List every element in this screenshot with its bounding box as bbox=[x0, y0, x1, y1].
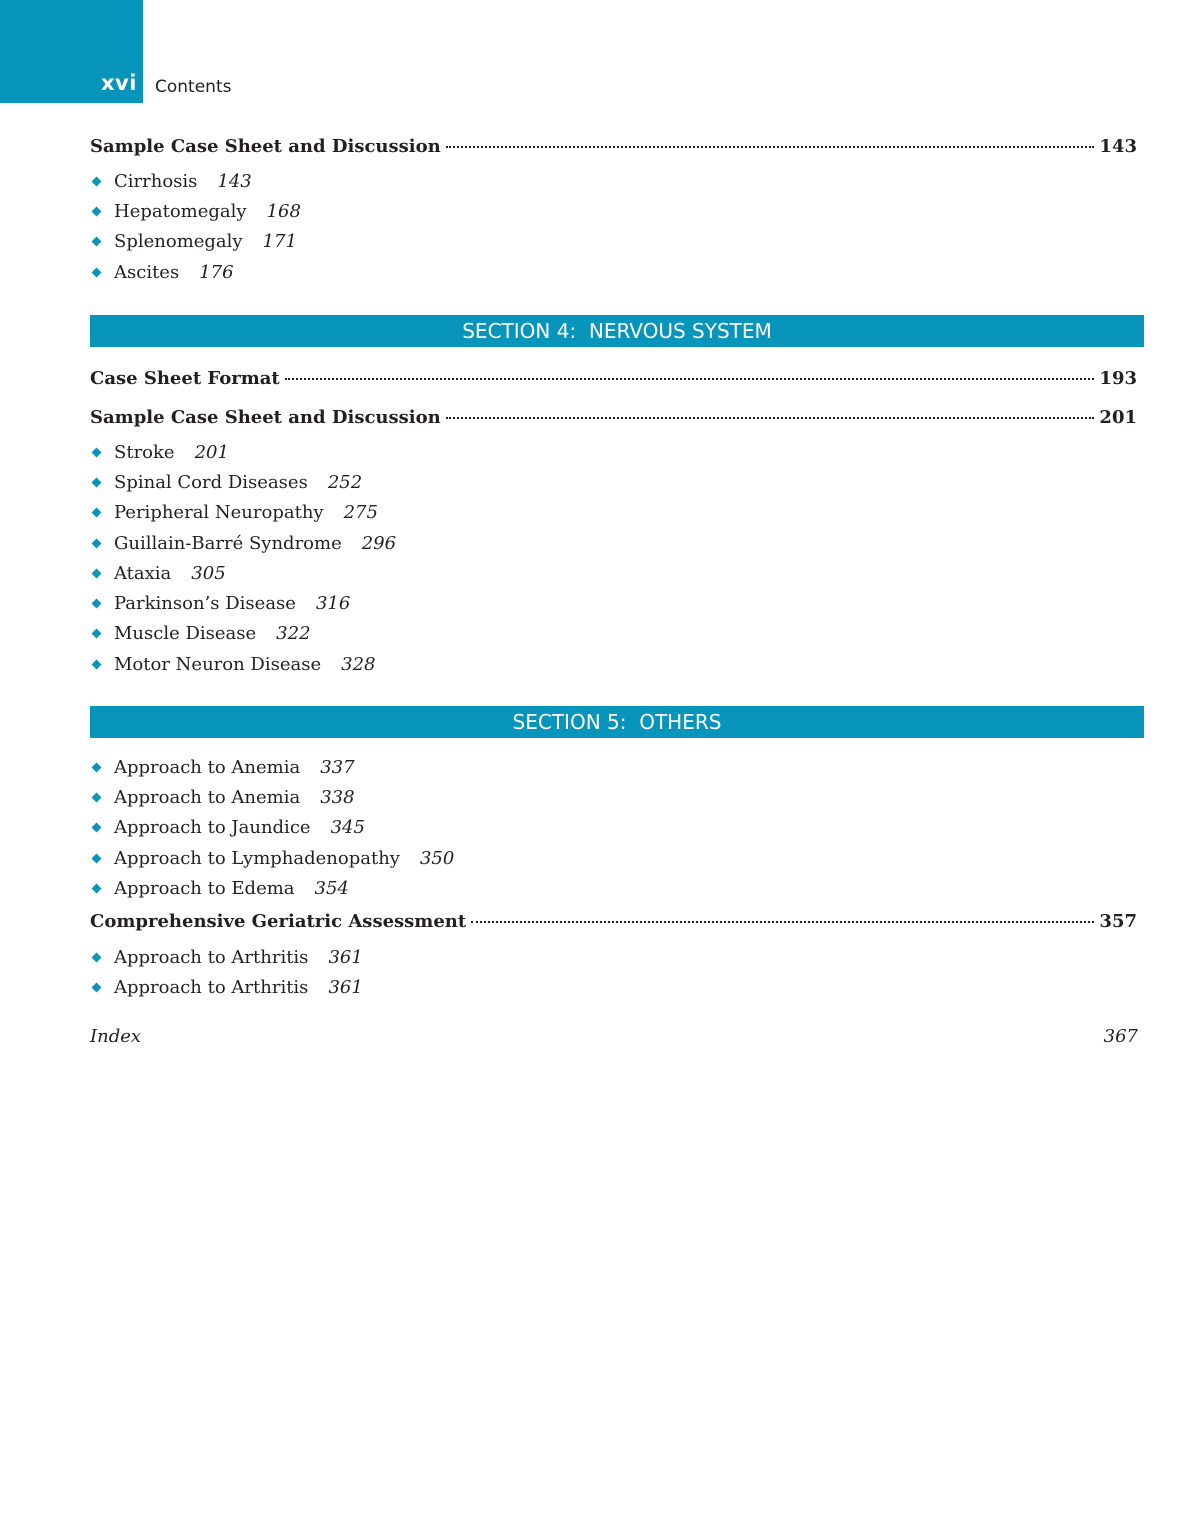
list-item[interactable] bbox=[90, 196, 301, 226]
list-item-label: Approach to Jaundice bbox=[114, 817, 311, 839]
list-item-page: 143 bbox=[217, 170, 252, 192]
list-item-page: 361 bbox=[328, 976, 363, 998]
list-item-page: 296 bbox=[361, 532, 397, 554]
diamond-bullet-icon bbox=[92, 883, 102, 893]
dot-leader bbox=[471, 921, 1094, 923]
toc-entry-sample-case-sheet-2[interactable] bbox=[90, 407, 1137, 431]
list-item-label: Peripheral Neuropathy bbox=[114, 502, 324, 524]
list-item-label: Approach to Anemia bbox=[114, 786, 301, 808]
list-item-label: Approach to Lymphadenopathy bbox=[114, 847, 400, 869]
list-item[interactable] bbox=[90, 227, 301, 257]
list-item-page: 338 bbox=[320, 786, 355, 808]
list-item-page: 275 bbox=[343, 502, 378, 524]
dot-leader bbox=[285, 378, 1095, 380]
list-item[interactable] bbox=[90, 558, 396, 588]
list-item-label: Spinal Cord Diseases bbox=[114, 471, 308, 493]
list-item[interactable] bbox=[90, 873, 454, 903]
list-item-page: 176 bbox=[199, 261, 234, 283]
list-item[interactable] bbox=[90, 257, 301, 287]
diamond-bullet-icon bbox=[92, 237, 102, 247]
diamond-bullet-icon bbox=[92, 853, 102, 863]
list-item[interactable] bbox=[90, 813, 454, 843]
list-item-label: Ascites bbox=[114, 261, 180, 283]
list-item-page: 361 bbox=[328, 946, 363, 968]
list-item-page: 252 bbox=[327, 471, 363, 493]
diamond-bullet-icon bbox=[92, 447, 102, 457]
diamond-bullet-icon bbox=[92, 792, 102, 802]
diamond-bullet-icon bbox=[92, 538, 102, 548]
toc-entry-page: 193 bbox=[1099, 368, 1137, 389]
list-item-page: 322 bbox=[276, 623, 311, 645]
diamond-bullet-icon bbox=[92, 568, 102, 578]
list-item-label: Motor Neuron Disease bbox=[114, 653, 322, 675]
list-item-page: 328 bbox=[341, 653, 376, 675]
toc-entry-page: 143 bbox=[1099, 136, 1137, 157]
toc-entry-page: 357 bbox=[1099, 911, 1137, 932]
diamond-bullet-icon bbox=[92, 176, 102, 186]
toc-entry-sample-case-sheet-1[interactable] bbox=[90, 136, 1137, 160]
list-item-page: 168 bbox=[266, 200, 301, 222]
list-item[interactable] bbox=[90, 437, 396, 467]
topic-list-others bbox=[90, 752, 454, 903]
diamond-bullet-icon bbox=[92, 267, 102, 277]
list-item[interactable] bbox=[90, 588, 396, 618]
list-item-label: Approach to Anemia bbox=[114, 756, 301, 778]
list-item-label: Parkinson’s Disease bbox=[114, 593, 296, 615]
list-item-label: Splenomegaly bbox=[114, 231, 243, 253]
list-item-label: Approach to Arthritis bbox=[114, 946, 309, 968]
list-item[interactable] bbox=[90, 166, 301, 196]
diamond-bullet-icon bbox=[92, 952, 102, 962]
diamond-bullet-icon bbox=[92, 599, 102, 609]
list-item-label: Stroke bbox=[114, 441, 175, 463]
index-entry-page: 367 bbox=[1103, 1026, 1138, 1047]
list-item[interactable] bbox=[90, 498, 396, 528]
dot-leader bbox=[446, 417, 1095, 419]
page-number: xvi bbox=[101, 71, 137, 95]
list-item-label: Approach to Edema bbox=[114, 877, 295, 899]
list-item-page: 201 bbox=[194, 441, 229, 463]
list-item-label: Guillain-Barré Syndrome bbox=[114, 532, 342, 554]
list-item[interactable] bbox=[90, 649, 396, 679]
list-item-page: 316 bbox=[315, 593, 351, 615]
list-item[interactable] bbox=[90, 843, 454, 873]
diamond-bullet-icon bbox=[92, 206, 102, 216]
running-title: Contents bbox=[155, 77, 232, 97]
list-item[interactable] bbox=[90, 467, 396, 497]
list-item-label: Approach to Arthritis bbox=[114, 976, 309, 998]
diamond-bullet-icon bbox=[92, 982, 102, 992]
topic-list-abdomen bbox=[90, 166, 301, 287]
diamond-bullet-icon bbox=[92, 508, 102, 518]
toc-entry-label: Sample Case Sheet and Discussion bbox=[90, 136, 441, 157]
toc-entry-geriatric-assessment[interactable] bbox=[90, 911, 1137, 935]
index-entry-label[interactable]: Index bbox=[90, 1026, 142, 1047]
list-item[interactable] bbox=[90, 782, 454, 812]
list-item[interactable] bbox=[90, 972, 363, 1002]
list-item-page: 350 bbox=[419, 847, 455, 869]
toc-entry-label: Comprehensive Geriatric Assessment bbox=[90, 911, 467, 932]
toc-entry-label: Sample Case Sheet and Discussion bbox=[90, 407, 441, 428]
list-item-page: 345 bbox=[330, 817, 365, 839]
topic-list-arthritis bbox=[90, 942, 363, 1003]
list-item[interactable] bbox=[90, 528, 396, 558]
list-item-label: Muscle Disease bbox=[114, 623, 257, 645]
list-item-page: 305 bbox=[191, 562, 226, 584]
dot-leader bbox=[446, 146, 1095, 148]
diamond-bullet-icon bbox=[92, 762, 102, 772]
toc-entry-case-sheet-format[interactable] bbox=[90, 368, 1137, 392]
list-item-label: Cirrhosis bbox=[114, 170, 198, 192]
section-4-banner: SECTION 4: NERVOUS SYSTEM bbox=[90, 315, 1144, 347]
list-item-page: 171 bbox=[262, 231, 297, 253]
list-item[interactable] bbox=[90, 942, 363, 972]
section-5-banner: SECTION 5: OTHERS bbox=[90, 706, 1144, 738]
list-item-label: Ataxia bbox=[114, 562, 172, 584]
toc-entry-page: 201 bbox=[1099, 407, 1137, 428]
diamond-bullet-icon bbox=[92, 477, 102, 487]
list-item-page: 354 bbox=[314, 877, 349, 899]
diamond-bullet-icon bbox=[92, 659, 102, 669]
list-item-page: 337 bbox=[320, 756, 355, 778]
list-item[interactable] bbox=[90, 619, 396, 649]
diamond-bullet-icon bbox=[92, 823, 102, 833]
topic-list-nervous-system bbox=[90, 437, 396, 679]
list-item-label: Hepatomegaly bbox=[114, 200, 247, 222]
diamond-bullet-icon bbox=[92, 629, 102, 639]
toc-entry-label: Case Sheet Format bbox=[90, 368, 280, 389]
list-item[interactable] bbox=[90, 752, 454, 782]
